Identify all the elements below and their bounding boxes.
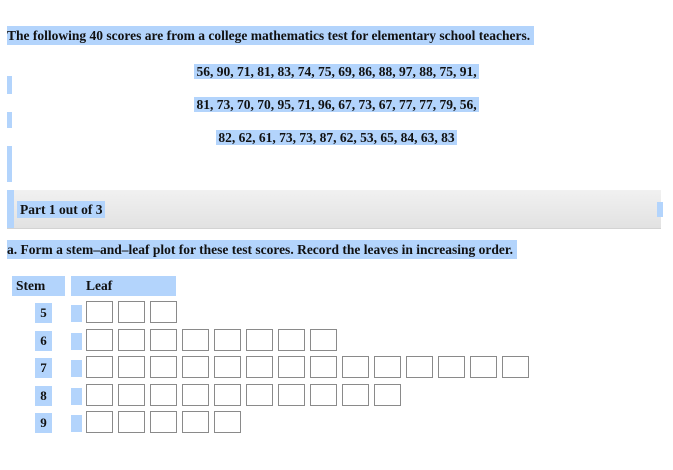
leaf-input-box[interactable]: [246, 384, 273, 406]
leaf-input-box[interactable]: [118, 411, 145, 433]
leaf-input-box[interactable]: [374, 384, 401, 406]
leaf-input-box[interactable]: [342, 384, 369, 406]
leaf-input-box[interactable]: [182, 384, 209, 406]
leaf-input-box[interactable]: [150, 301, 177, 323]
leaf-input-box[interactable]: [118, 384, 145, 406]
scores-line-text: 56, 90, 71, 81, 83, 74, 75, 69, 86, 88, 97, 88, 75, 91,: [196, 64, 477, 79]
leaf-input-box[interactable]: [86, 384, 113, 406]
leaf-input-box[interactable]: [406, 356, 433, 378]
leaf-header: Leaf: [71, 276, 176, 296]
leaf-inputs: [86, 301, 182, 323]
part-header-bar[interactable]: [7, 190, 661, 229]
selection-marker: [71, 388, 82, 405]
leaf-input-box[interactable]: [86, 356, 113, 378]
stem-header: Stem: [12, 276, 65, 296]
selection-marker: [71, 360, 82, 377]
leaf-input-box[interactable]: [310, 356, 337, 378]
leaf-input-box[interactable]: [182, 411, 209, 433]
leaf-input-box[interactable]: [118, 356, 145, 378]
selection-marker: [71, 333, 82, 350]
scores-line-text: 82, 62, 61, 73, 73, 87, 62, 53, 65, 84, 63, 83: [218, 130, 455, 145]
selection-marker: [71, 305, 82, 322]
stem-value: 9: [35, 413, 52, 433]
selection-gutter: [7, 112, 12, 128]
intro-text: The following 40 scores are from a college mathematics test for elementary school teachers.: [7, 26, 534, 45]
leaf-input-box[interactable]: [118, 329, 145, 351]
leaf-input-box[interactable]: [150, 329, 177, 351]
leaf-input-box[interactable]: [86, 329, 113, 351]
leaf-input-box[interactable]: [278, 356, 305, 378]
selection-edge: [657, 202, 663, 217]
leaf-input-box[interactable]: [118, 301, 145, 323]
part-label: Part 1 out of 3: [17, 201, 105, 218]
selection-edge: [7, 190, 14, 228]
scores-line-3: [0, 128, 673, 147]
stem-value: 6: [35, 331, 52, 351]
leaf-inputs: [86, 329, 342, 351]
leaf-input-box[interactable]: [278, 384, 305, 406]
stem-value: 8: [35, 386, 52, 406]
selection-marker: [71, 415, 82, 432]
leaf-input-box[interactable]: [214, 329, 241, 351]
leaf-inputs: [86, 356, 534, 378]
leaf-input-box[interactable]: [214, 384, 241, 406]
leaf-input-box[interactable]: [214, 411, 241, 433]
leaf-input-box[interactable]: [182, 356, 209, 378]
stem-value: 7: [35, 358, 52, 378]
leaf-input-box[interactable]: [150, 356, 177, 378]
scores-line-2: [0, 95, 673, 114]
leaf-input-box[interactable]: [182, 329, 209, 351]
leaf-input-box[interactable]: [310, 329, 337, 351]
leaf-inputs: [86, 411, 246, 433]
leaf-input-box[interactable]: [502, 356, 529, 378]
scores-line-1: [0, 62, 673, 81]
leaf-input-box[interactable]: [150, 411, 177, 433]
leaf-inputs: [86, 384, 406, 406]
leaf-input-box[interactable]: [86, 301, 113, 323]
leaf-input-box[interactable]: [150, 384, 177, 406]
selection-gutter: [7, 146, 12, 182]
leaf-input-box[interactable]: [310, 384, 337, 406]
leaf-input-box[interactable]: [214, 356, 241, 378]
scores-line-text: 81, 73, 70, 70, 95, 71, 96, 67, 73, 67, 77, 77, 79, 56,: [196, 97, 477, 112]
leaf-input-box[interactable]: [278, 329, 305, 351]
stem-value: 5: [35, 303, 52, 323]
leaf-input-box[interactable]: [342, 356, 369, 378]
leaf-input-box[interactable]: [470, 356, 497, 378]
question-text: a. Form a stem–and–leaf plot for these test scores. Record the leaves in increasing order.: [7, 240, 517, 259]
leaf-input-box[interactable]: [246, 329, 273, 351]
leaf-input-box[interactable]: [438, 356, 465, 378]
leaf-input-box[interactable]: [246, 356, 273, 378]
leaf-input-box[interactable]: [86, 411, 113, 433]
leaf-input-box[interactable]: [374, 356, 401, 378]
